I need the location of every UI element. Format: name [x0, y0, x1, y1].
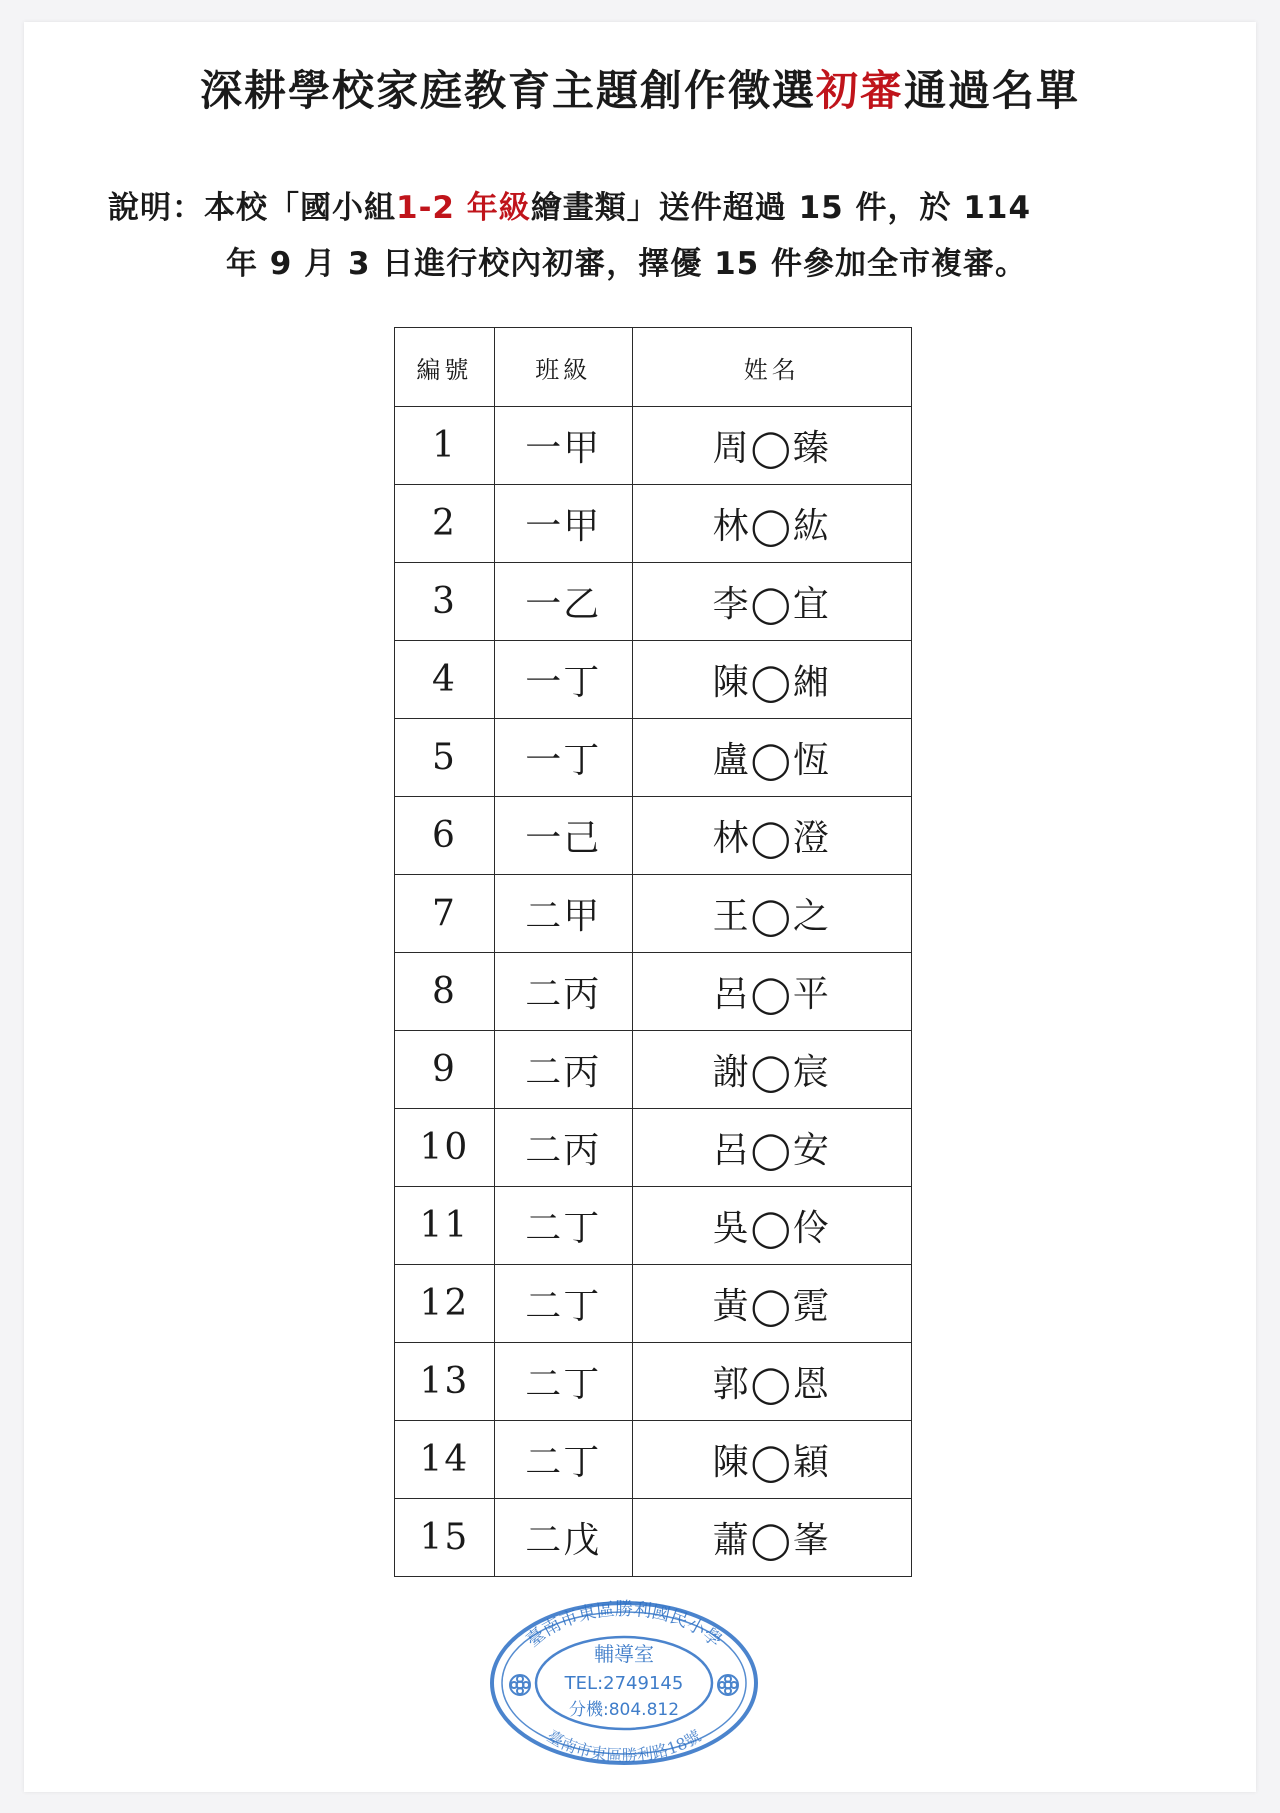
cell-class: 二丙 [494, 1109, 632, 1187]
cell-class: 一丁 [494, 641, 632, 719]
document-title [24, 66, 1256, 115]
cell-name: 吳◯伶 [632, 1187, 911, 1265]
description-line-2: 年 9 月 3 日進行校內初審，擇優 15 件參加全市複審。 [226, 246, 1028, 282]
cell-class: 二甲 [494, 875, 632, 953]
school-seal-stamp [486, 1595, 762, 1765]
description-prefix: 說明：本校「國小組 [108, 190, 396, 226]
cell-name: 呂◯平 [632, 953, 911, 1031]
seal-flower-left-icon [510, 1675, 530, 1695]
table-row [395, 1421, 912, 1499]
cell-class: 一甲 [494, 485, 632, 563]
cell-number: 10 [395, 1109, 495, 1187]
cell-number: 14 [395, 1421, 495, 1499]
cell-number: 8 [395, 953, 495, 1031]
seal-ring-text: 臺南市東區勝利國民小學 [522, 1599, 726, 1652]
table-row [395, 641, 912, 719]
table-row [395, 407, 912, 485]
cell-class: 二丁 [494, 1265, 632, 1343]
cell-class: 一乙 [494, 563, 632, 641]
cell-name: 林◯澄 [632, 797, 911, 875]
cell-number: 2 [395, 485, 495, 563]
cell-name: 王◯之 [632, 875, 911, 953]
cell-class: 二丁 [494, 1343, 632, 1421]
cell-number: 13 [395, 1343, 495, 1421]
cell-number: 11 [395, 1187, 495, 1265]
cell-name: 盧◯恆 [632, 719, 911, 797]
table-row [395, 797, 912, 875]
cell-name: 陳◯緗 [632, 641, 911, 719]
cell-name: 黃◯霓 [632, 1265, 911, 1343]
table-row [395, 1265, 912, 1343]
title-part-1: 深耕學校家庭教育主題創作徵選 [199, 66, 816, 115]
cell-class: 二丁 [494, 1187, 632, 1265]
header-name: 姓名 [632, 328, 911, 407]
header-row [395, 328, 912, 407]
cell-number: 15 [395, 1499, 495, 1577]
cell-class: 二丙 [494, 1031, 632, 1109]
cell-number: 3 [395, 563, 495, 641]
cell-class: 二丁 [494, 1421, 632, 1499]
table-row [395, 1343, 912, 1421]
description [108, 180, 1198, 292]
cell-name: 陳◯穎 [632, 1421, 911, 1499]
table-row [395, 1499, 912, 1577]
table-row [395, 719, 912, 797]
table-row [395, 953, 912, 1031]
cell-number: 5 [395, 719, 495, 797]
cell-name: 謝◯宸 [632, 1031, 911, 1109]
cell-class: 二丙 [494, 953, 632, 1031]
table-row [395, 485, 912, 563]
table-row [395, 875, 912, 953]
roster-table [394, 327, 912, 1577]
table-row [395, 1031, 912, 1109]
header-number: 編號 [395, 328, 495, 407]
cell-class: 二戊 [494, 1499, 632, 1577]
cell-class: 一己 [494, 797, 632, 875]
table-row [395, 563, 912, 641]
title-part-2: 通過名單 [904, 66, 1081, 115]
seal-ext: 分機:804.812 [568, 1700, 680, 1720]
cell-number: 4 [395, 641, 495, 719]
cell-number: 12 [395, 1265, 495, 1343]
cell-class: 一甲 [494, 407, 632, 485]
description-middle: 繪畫類」送件超過 15 件，於 114 [530, 190, 1032, 226]
cell-class: 一丁 [494, 719, 632, 797]
document-page [24, 22, 1256, 1792]
table-row [395, 1187, 912, 1265]
cell-name: 蕭◯峯 [632, 1499, 911, 1577]
seal-bottom-text: 臺南市東區勝利路18號 [543, 1726, 705, 1765]
header-class: 班級 [494, 328, 632, 407]
seal-office: 輔導室 [594, 1642, 654, 1666]
cell-name: 李◯宜 [632, 563, 911, 641]
cell-number: 6 [395, 797, 495, 875]
seal-flower-right-icon [718, 1675, 738, 1695]
cell-number: 7 [395, 875, 495, 953]
title-highlight: 初審 [815, 66, 904, 115]
cell-number: 9 [395, 1031, 495, 1109]
cell-number: 1 [395, 407, 495, 485]
cell-name: 郭◯恩 [632, 1343, 911, 1421]
cell-name: 林◯紘 [632, 485, 911, 563]
seal-tel: TEL:2749145 [564, 1673, 684, 1694]
cell-name: 周◯臻 [632, 407, 911, 485]
cell-name: 呂◯安 [632, 1109, 911, 1187]
description-highlight: 1-2 年級 [396, 190, 531, 226]
table-row [395, 1109, 912, 1187]
